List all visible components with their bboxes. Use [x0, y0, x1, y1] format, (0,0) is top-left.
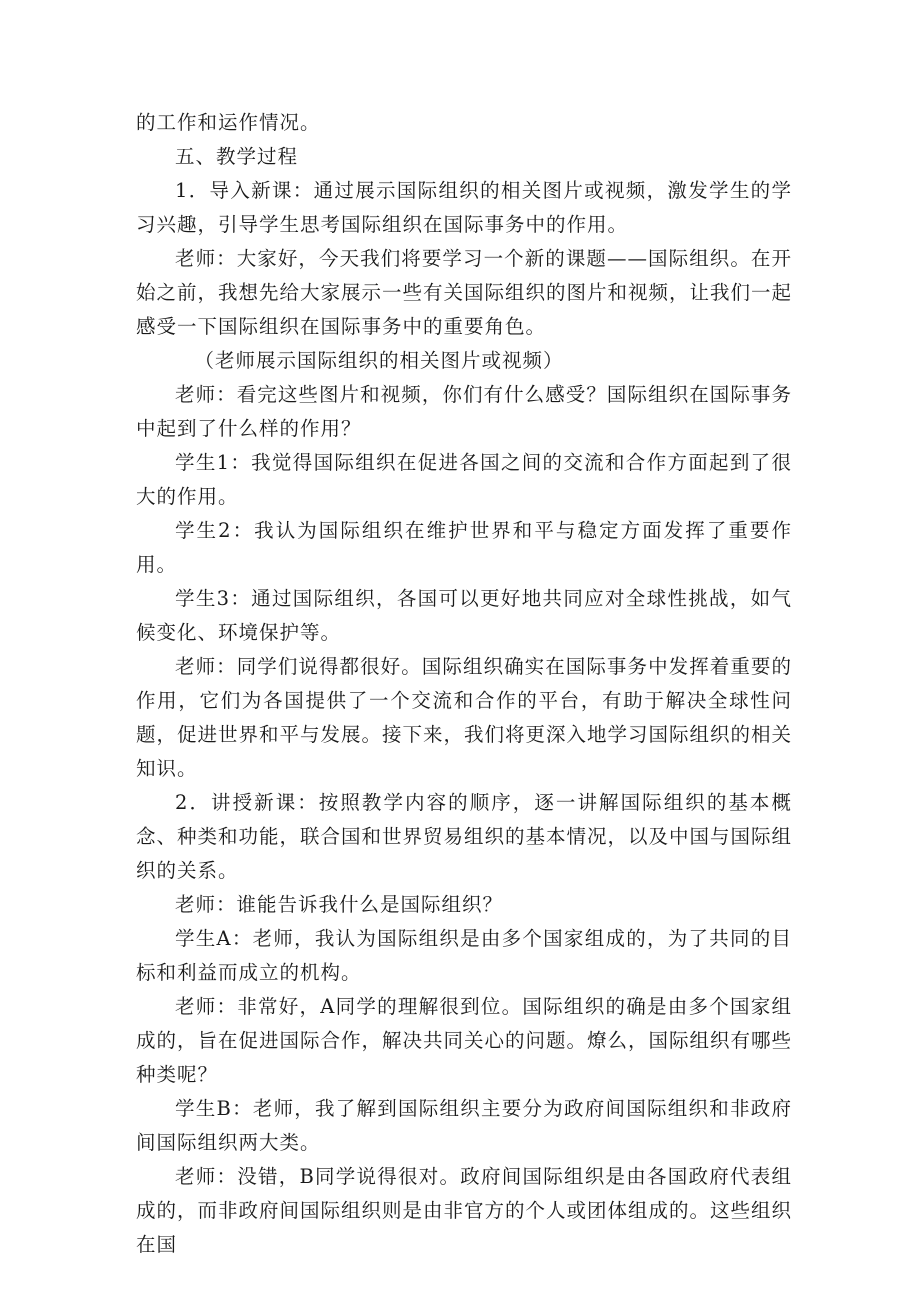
paragraph-stage-direction: （老师展示国际组织的相关图片或视频）: [194, 349, 564, 372]
paragraph-teacher-question: 老师：看完这些图片和视频，你们有什么感受？国际组织在国际事务中起到了什么样的作用？: [136, 383, 792, 440]
paragraph-student-a: 学生A：老师，我认为国际组织是由多个国家组成的，为了共同的目标和利益而成立的机构。: [136, 927, 792, 984]
paragraph-teacher-explain: 老师：没错，B同学说得很对。政府间国际组织是由各国政府代表组成的，而非政府间国际组织则是由非官方的个人或团体组成的。这些组织在国: [136, 1165, 793, 1256]
paragraph-teacher-summary: 老师：同学们说得都很好。国际组织确实在国际事务中发挥着重要的作用，它们为各国提供了一个交流和合作的平台，有助于解决全球性问题，促进世界和平与发展。接下来，我们将更深入地学习国际组织的相关知识。: [136, 655, 793, 780]
section-heading-teaching-process: 五、教学过程: [175, 145, 299, 168]
paragraph-student-3: 学生3：通过国际组织，各国可以更好地共同应对全球性挑战，如气候变化、环境保护等。: [136, 587, 792, 644]
paragraph-student-1: 学生1：我觉得国际组织在促进各国之间的交流和合作方面起到了很大的作用。: [136, 451, 792, 508]
paragraph-intro-step: 1．导入新课：通过展示国际组织的相关图片或视频，激发学生的学习兴趣，引导学生思考国际组织在国际事务中的作用。: [136, 179, 792, 236]
paragraph-teacher-opening: 老师：大家好，今天我们将要学习一个新的课题——国际组织。在开始之前，我想先给大家展示一些有关国际组织的图片和视频，让我们一起感受一下国际组织在国际事务中的重要角色。: [136, 247, 793, 338]
paragraph-lecture-step: 2．讲授新课：按照教学内容的顺序，逐一讲解国际组织的基本概念、种类和功能，联合国和世界贸易组织的基本情况，以及中国与国际组织的关系。: [136, 791, 793, 882]
paragraph-student-b: 学生B：老师，我了解到国际组织主要分为政府间国际组织和非政府间国际组织两大类。: [136, 1097, 792, 1154]
paragraph-teacher-ask: 老师：谁能告诉我什么是国际组织？: [175, 893, 504, 916]
paragraph-student-2: 学生2：我认为国际组织在维护世界和平与稳定方面发挥了重要作用。: [136, 519, 792, 576]
paragraph-continuation: 的工作和运作情况。: [136, 111, 321, 134]
paragraph-teacher-types: 老师：非常好，A同学的理解很到位。国际组织的确是由多个国家组成的，旨在促进国际合作，解决共同关心的问题。燎么，国际组织有哪些种类呢？: [136, 995, 793, 1086]
document-body: [136, 106, 792, 1262]
